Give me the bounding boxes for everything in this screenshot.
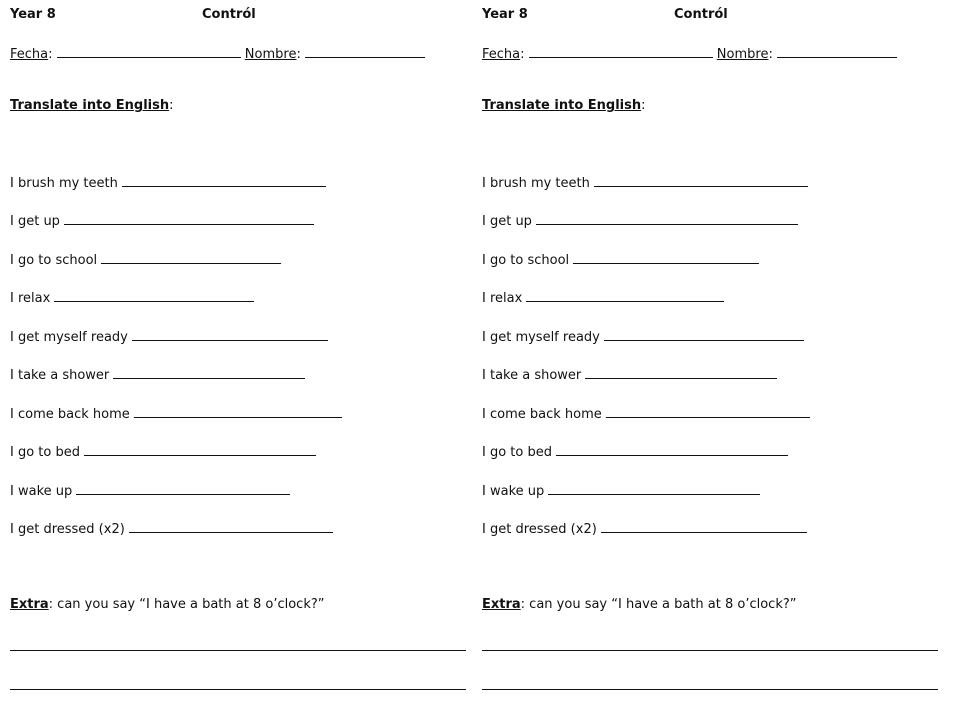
phrase-text: I wake up bbox=[482, 484, 545, 499]
phrase-text: I relax bbox=[482, 291, 523, 306]
answer-blank[interactable] bbox=[585, 366, 777, 379]
phrase-row bbox=[10, 366, 305, 384]
answer-blank[interactable] bbox=[594, 174, 808, 187]
phrase-text: I take a shower bbox=[482, 368, 582, 383]
phrase-text: I go to bed bbox=[482, 445, 552, 460]
instruction-label: Translate into English bbox=[10, 98, 170, 113]
phrase-row bbox=[10, 405, 342, 423]
answer-blank[interactable] bbox=[606, 405, 810, 418]
instruction bbox=[10, 98, 174, 114]
answer-blank[interactable] bbox=[113, 366, 305, 379]
year-label: Year 8 bbox=[10, 7, 56, 22]
fecha-label: Fecha bbox=[482, 47, 521, 62]
phrase-text: I get up bbox=[10, 214, 60, 229]
extra-answer-line[interactable] bbox=[482, 650, 938, 651]
answer-blank[interactable] bbox=[548, 482, 760, 495]
extra-row bbox=[10, 597, 324, 613]
worksheet-copy-left bbox=[10, 0, 480, 720]
answer-blank[interactable] bbox=[556, 443, 788, 456]
answer-blank[interactable] bbox=[129, 520, 333, 533]
extra-row bbox=[482, 597, 796, 613]
nombre-colon: : bbox=[768, 47, 773, 62]
phrase-row bbox=[10, 520, 333, 538]
nombre-label: Nombre bbox=[244, 47, 297, 62]
fecha-label: Fecha bbox=[10, 47, 49, 62]
phrase-row bbox=[482, 251, 759, 269]
phrase-text: I get myself ready bbox=[10, 330, 128, 345]
phrase-row bbox=[10, 482, 290, 500]
answer-blank[interactable] bbox=[601, 520, 807, 533]
answer-blank[interactable] bbox=[132, 328, 328, 341]
nombre-blank[interactable] bbox=[305, 45, 425, 58]
phrase-text: I go to bed bbox=[10, 445, 80, 460]
phrase-row bbox=[482, 212, 798, 230]
phrase-row bbox=[482, 482, 760, 500]
phrase-row bbox=[482, 405, 810, 423]
fecha-blank[interactable] bbox=[529, 45, 713, 58]
fecha-nombre-row bbox=[10, 45, 425, 63]
extra-label: Extra bbox=[10, 597, 49, 612]
phrase-text: I go to school bbox=[482, 253, 570, 268]
phrase-row bbox=[482, 289, 724, 307]
instruction-colon: : bbox=[641, 98, 646, 113]
phrase-text: I get dressed (x2) bbox=[482, 522, 597, 537]
answer-blank[interactable] bbox=[101, 251, 281, 264]
extra-question: : can you say “I have a bath at 8 o’clock?” bbox=[520, 597, 797, 612]
phrase-row bbox=[10, 289, 254, 307]
phrase-row bbox=[482, 443, 788, 461]
fecha-nombre-row bbox=[482, 45, 897, 63]
control-label: Contról bbox=[202, 7, 256, 22]
fecha-blank[interactable] bbox=[57, 45, 241, 58]
phrase-text: I come back home bbox=[482, 407, 602, 422]
phrase-row bbox=[10, 251, 281, 269]
answer-blank[interactable] bbox=[122, 174, 326, 187]
answer-blank[interactable] bbox=[604, 328, 804, 341]
extra-label: Extra bbox=[482, 597, 521, 612]
fecha-colon: : bbox=[520, 47, 525, 62]
phrase-row bbox=[10, 212, 314, 230]
phrase-row bbox=[482, 366, 777, 384]
instruction-colon: : bbox=[169, 98, 174, 113]
answer-blank[interactable] bbox=[526, 289, 724, 302]
extra-answer-line[interactable] bbox=[10, 689, 466, 690]
instruction-label: Translate into English bbox=[482, 98, 642, 113]
answer-blank[interactable] bbox=[84, 443, 316, 456]
phrase-row bbox=[482, 328, 804, 346]
fecha-colon: : bbox=[48, 47, 53, 62]
phrase-row bbox=[482, 520, 807, 538]
instruction bbox=[482, 98, 646, 114]
phrase-text: I take a shower bbox=[10, 368, 110, 383]
phrase-text: I get dressed (x2) bbox=[10, 522, 125, 537]
phrase-row bbox=[10, 174, 326, 192]
phrase-text: I get myself ready bbox=[482, 330, 600, 345]
phrase-text: I get up bbox=[482, 214, 532, 229]
answer-blank[interactable] bbox=[64, 212, 314, 225]
nombre-colon: : bbox=[296, 47, 301, 62]
answer-blank[interactable] bbox=[134, 405, 342, 418]
phrase-text: I wake up bbox=[10, 484, 73, 499]
phrase-row bbox=[10, 328, 328, 346]
worksheet-copy-right bbox=[482, 0, 952, 720]
answer-blank[interactable] bbox=[54, 289, 254, 302]
answer-blank[interactable] bbox=[76, 482, 290, 495]
year-label: Year 8 bbox=[482, 7, 528, 22]
phrase-text: I come back home bbox=[10, 407, 130, 422]
nombre-blank[interactable] bbox=[777, 45, 897, 58]
nombre-label: Nombre bbox=[716, 47, 769, 62]
extra-answer-line[interactable] bbox=[10, 650, 466, 651]
extra-question: : can you say “I have a bath at 8 o’clock?” bbox=[48, 597, 325, 612]
phrase-text: I go to school bbox=[10, 253, 98, 268]
phrase-text: I brush my teeth bbox=[10, 176, 118, 191]
phrase-row bbox=[482, 174, 808, 192]
answer-blank[interactable] bbox=[536, 212, 798, 225]
phrase-text: I relax bbox=[10, 291, 51, 306]
phrase-row bbox=[10, 443, 316, 461]
control-label: Contról bbox=[674, 7, 728, 22]
answer-blank[interactable] bbox=[573, 251, 759, 264]
phrase-text: I brush my teeth bbox=[482, 176, 590, 191]
extra-answer-line[interactable] bbox=[482, 689, 938, 690]
